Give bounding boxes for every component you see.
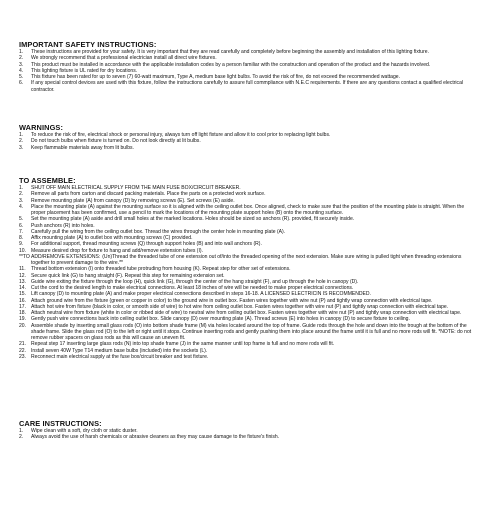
item-number: 19. xyxy=(19,316,27,323)
item-text: Affix mounting plate (A) to outlet box with mounting screws (C) provided. xyxy=(31,235,193,241)
safety-heading: IMPORTANT SAFETY INSTRUCTIONS: xyxy=(19,40,157,49)
item-text: Gently push wire connections back into ceiling outlet box. Slide canopy (D) over mounting plate (A). Thread screws (E) into holes in canopy (D) to secure fixture to ceiling. xyxy=(31,316,410,323)
item-text: Always avoid the use of harsh chemicals or abrasive cleaners as they may cause damage to the fixture's finish. xyxy=(31,434,280,441)
item-number: 13. xyxy=(19,278,27,285)
care-heading: CARE INSTRUCTIONS: xyxy=(19,419,102,428)
item-text: These instructions are provided for your safety. It is very important that they are read carefully and completely before beginning the assembly and installation of this lighting fixture. xyxy=(31,49,429,55)
item-text: Lift canopy (D) to mounting plate (A) and make proper electrical connections described in steps 16-18. A LICENSED ELECTRICIN IS RECOMMENDED. xyxy=(31,291,371,298)
item-text: Keep flammable materials away from lit bulbs. xyxy=(31,144,134,151)
item-text: Assemble shade by inserting small glass rods (O) into bottom shade frame (M) via holes located around the top of frame. Guide rods through the hole and down into the trough at the bottom of the shade frame. Slide the glass rod (O) to the left or right until it stops. Continue inserting rods and gently pushing them into place around the frame until it is full and no more rods will fit. *NOTE: do not remove rubber spacers on glass rods as this will cause an uneven fit. xyxy=(31,322,472,341)
item-number: 1. xyxy=(19,428,24,434)
list-item xyxy=(19,254,479,267)
warnings-heading: WARNINGS: xyxy=(19,123,64,132)
list-item xyxy=(19,204,479,217)
item-number: 22. xyxy=(19,347,27,354)
item-text: Reconnect main electrical supply at the fuse box/circuit breaker and test fixture. xyxy=(31,353,209,360)
item-number: 10. xyxy=(19,247,27,254)
item-number: 5. xyxy=(19,74,24,80)
item-text: This fixture has been rated for up to seven (7) 60-watt maximum, Type A, medium base light bulbs. To avoid the risk of fire, do not exceed the recommended wattage. xyxy=(31,74,400,80)
warnings-section xyxy=(19,124,479,151)
item-number: 4. xyxy=(19,203,24,210)
item-text: SHUT OFF MAIN ELECTRICAL SUPPLY FROM THE MAIN FUSE BOX/CIRCUIT BREAKER. xyxy=(31,185,241,191)
assemble-heading: TO ASSEMBLE: xyxy=(19,176,76,185)
list-item xyxy=(19,434,479,440)
item-text: Attach hot wire from fixture (black in color, or smooth side of wire) to hot wire from ceiling outlet box. Fasten wires together with wire nut (P) and tightly wrap connection with electrical tape. xyxy=(31,303,449,310)
item-text: Remove mounting plate (A) from canopy (D) by removing screws (E). Set screws (E) aside. xyxy=(31,197,235,204)
item-text: If any special control devices are used with this fixture, follow the instructions carefully to assure full commpliance with N.E.C requirements. If there are any questions contact a qualified electrical contractor. xyxy=(31,80,463,93)
item-text: Cut the cord to the desired length to make electrical connections. At least 18 inches of wire will be needed to make proper electrical connections. xyxy=(31,285,354,291)
item-number: 12. xyxy=(19,272,27,279)
item-number: 2. xyxy=(19,191,24,198)
item-text: Push anchors (R) into holes. xyxy=(31,222,95,229)
item-number: 1. xyxy=(19,132,24,138)
list-item xyxy=(19,145,479,151)
item-number: 4. xyxy=(19,67,24,74)
item-text: (Un)Thread the threaded tube of one extension out of/into the threaded opening of the next extension. Make sure wiring is pulled tight when threading extensions together to prevent damage to the wire.** xyxy=(31,253,462,266)
item-number: 11. xyxy=(19,266,26,273)
item-text: Place the mounting plate (A) against the mounting surface so it is aligned with the ceiling outlet box. Once aligned, check to make sure that the position of the mounting plate is straight. When the proper placement has been confirmed, use a pencil to mark the locations of the mounting plate support holes (B) onto the mounting surface. xyxy=(31,203,465,216)
item-number: 9. xyxy=(19,241,24,248)
item-number: 1. xyxy=(19,49,24,55)
item-text: Measure desired drop for fixture to hang and add/remove extension tubes (I). xyxy=(31,247,203,254)
item-number: 21. xyxy=(19,341,27,348)
item-text: Set the mounting plate (A) aside and drill small holes at the marked locations. Holes should be sized so anchors (R). provided, fit securely inside. xyxy=(31,216,355,223)
care-list xyxy=(19,428,479,441)
item-number: 6. xyxy=(19,222,24,229)
item-text: This lighting fixture is UL rated for dry locations. xyxy=(31,67,138,74)
item-text: For additional support, thread mounting screws (Q) through support holes (B) and into wall anchors (R). xyxy=(31,241,262,248)
assemble-section xyxy=(19,177,479,360)
item-number: 18. xyxy=(19,310,27,316)
item-number: 6. xyxy=(19,80,24,87)
item-number: 1. xyxy=(19,185,24,191)
care-section xyxy=(19,420,479,441)
item-number: 17. xyxy=(19,303,27,310)
list-item xyxy=(19,80,479,93)
item-text: Secure quick link (G) to hang straight (F). Repeat this step for remaining extension set. xyxy=(31,272,225,279)
item-number: 7. xyxy=(19,228,24,235)
item-number: 14. xyxy=(19,285,27,291)
item-text: Carefully pull the wiring from the ceiling outlet box. Thread the wires through the center hole in mounting plate (A). xyxy=(31,228,286,235)
list-item xyxy=(19,323,479,342)
item-text: This product must be installed in accordance with the applicable installation codes by a person familiar with the construction and operation of the product and the hazards involved. xyxy=(31,61,431,68)
safety-section xyxy=(19,41,479,93)
item-number: 3. xyxy=(19,197,24,204)
item-text: Install seven 40W Type T14 medium base bulbs (included) into the sockets (L). xyxy=(31,347,208,354)
item-text: Do not touch bulbs when fixture is turned on. Do not look directly at lit bulbs. xyxy=(31,138,201,145)
warnings-list xyxy=(19,132,479,151)
item-number: 16. xyxy=(19,297,27,304)
item-number: 2. xyxy=(19,55,24,62)
item-number: 5. xyxy=(19,216,24,223)
assemble-list xyxy=(19,185,479,360)
item-text: Repeat step 17 inserting large glass rods (N) into top shade frame (J) in the same manner until top frame is full and no more rods will fit. xyxy=(31,341,335,348)
item-number: 3. xyxy=(19,144,24,151)
item-text: Guide wire exiting the fixture through the loop (H), quick link (G), through the center of the hang straight (F), and up through the hole in canopy (D). xyxy=(31,278,359,285)
safety-list xyxy=(19,49,479,93)
item-number: 2. xyxy=(19,138,24,145)
item-text: Thread bottom extension (I) onto threaded tube protruding from housing (K). Repeat step for other set of extensions. xyxy=(31,266,291,273)
item-number: 20. xyxy=(19,322,27,329)
item-text: We strongly recommend that a professional electrician install all direct wire fixtures. xyxy=(31,55,217,62)
item-number: 3. xyxy=(19,61,24,68)
item-text: Attach neutral wire from fixture (white in color or ribbed side of wire) to neutral wire from ceiling outlet box. Fasten wires together with wire nut (P) and tightly wrap connection with electrical tape. xyxy=(31,310,462,316)
item-number: 8. xyxy=(19,235,24,241)
item-number: 23. xyxy=(19,353,27,360)
item-text: Wipe clean with a soft, dry cloth or static duster. xyxy=(31,428,138,434)
item-number: 2. xyxy=(19,434,24,441)
item-text: Remove all parts from carton and discard packing materials. Place the parts on a protected work surface. xyxy=(31,191,266,198)
list-item xyxy=(19,354,479,360)
item-text: Attach ground wire from the fixture (green or copper in color) to the ground wire in outlet box. Fasten wires together with wire nut (P) and tightly wrap connection with electrical tape. xyxy=(31,297,433,304)
item-number: 15. xyxy=(19,291,27,298)
item-text: To reduce the risk of fire, electrical shock or personal injury, always turn off light fixture and allow it to cool prior to replacing light bulbs. xyxy=(31,132,331,138)
item-number: **TO ADD/REMOVE EXTENSIONS: xyxy=(19,253,101,260)
